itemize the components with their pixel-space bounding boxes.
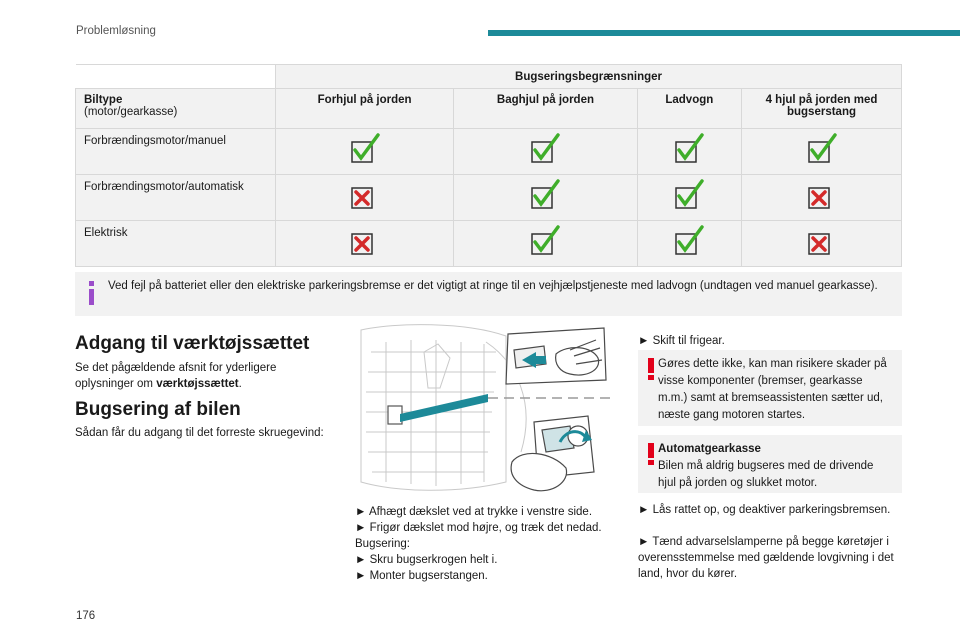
header-accent-bar bbox=[488, 30, 960, 36]
biltype-header bbox=[76, 89, 276, 129]
check-icon bbox=[672, 133, 706, 167]
check-icon bbox=[528, 133, 562, 167]
table-row bbox=[76, 175, 902, 221]
check-icon bbox=[528, 225, 562, 259]
toolkit-period: . bbox=[238, 378, 242, 390]
towing-table bbox=[75, 64, 902, 267]
biltype-subtitle: (motor/gearkasse) bbox=[84, 106, 178, 118]
table-group-header: Bugseringsbegrænsninger bbox=[276, 65, 902, 89]
check-icon bbox=[805, 133, 839, 167]
row-label: Elektrisk bbox=[76, 221, 276, 267]
step-hazard-lights: ► Tænd advarselslamperne på begge køretøjer i overensstemmelse med gældende lovgivning i det land, hvor du kører. bbox=[638, 536, 894, 580]
table-cell bbox=[454, 129, 637, 175]
table-row bbox=[76, 129, 902, 175]
table-cell bbox=[454, 175, 637, 221]
warning-title-2: Automatgearkasse bbox=[658, 443, 761, 455]
step-item: ► Skru bugserkrogen helt i. bbox=[355, 554, 498, 566]
row-label: Forbrændingsmotor/automatisk bbox=[76, 175, 276, 221]
info-note bbox=[75, 272, 902, 316]
table-cell bbox=[742, 129, 902, 175]
warning-box-2 bbox=[638, 435, 902, 493]
section-title: Problemløsning bbox=[76, 25, 156, 37]
cross-icon bbox=[348, 225, 382, 259]
step-item: ► Afhægt dækslet ved at trykke i venstre side. bbox=[355, 506, 593, 518]
warning-text-2: Bilen må aldrig bugseres med de drivende hjul på jorden og slukket motor. bbox=[658, 460, 874, 489]
toolkit-link-text: værktøjssættet bbox=[156, 378, 239, 390]
table-cell bbox=[276, 129, 454, 175]
step-steering: ► Lås rattet op, og deaktiver parkeringsbremsen. bbox=[638, 504, 891, 516]
column-header: Baghjul på jorden bbox=[454, 89, 637, 129]
check-icon bbox=[528, 179, 562, 213]
cross-icon bbox=[348, 179, 382, 213]
cross-icon bbox=[805, 225, 839, 259]
step-item: ► Frigør dækslet mod højre, og træk det nedad. bbox=[355, 522, 602, 534]
cross-icon bbox=[805, 179, 839, 213]
toolkit-paragraph bbox=[75, 360, 337, 392]
table-cell bbox=[276, 221, 454, 267]
heading-toolkit: Adgang til værktøjssættet bbox=[75, 333, 310, 354]
step-item: ► Monter bugserstangen. bbox=[355, 570, 488, 582]
page-number: 176 bbox=[76, 610, 96, 622]
steps-list bbox=[355, 504, 630, 584]
toolkit-text: Se det pågældende afsnit for yderligere oplysninger om bbox=[75, 362, 277, 390]
warning-box-1 bbox=[638, 350, 902, 426]
info-text: Ved fejl på batteriet eller den elektriske parkeringsbremse er det vigtigt at ringe til en vejhjælpstjeneste med ladvogn (undtagen ved manuel gearkasse). bbox=[108, 280, 878, 292]
check-icon bbox=[672, 225, 706, 259]
towing-paragraph: Sådan får du adgang til det forreste skruegevind: bbox=[75, 427, 324, 439]
table-cell bbox=[637, 175, 741, 221]
check-icon bbox=[672, 179, 706, 213]
column-header: Ladvogn bbox=[637, 89, 741, 129]
warning-icon bbox=[648, 443, 654, 465]
step-neutral: ► Skift til frigear. bbox=[638, 335, 725, 347]
biltype-title: Biltype bbox=[84, 94, 123, 106]
warning-text-1: Gøres dette ikke, kan man risikere skader på visse komponenter (bremser, gearkasse m.m.) samt at bremseassistenten sætter ud, næste gang motoren startes. bbox=[658, 358, 887, 421]
table-corner bbox=[76, 65, 276, 89]
column-header: Forhjul på jorden bbox=[276, 89, 454, 129]
info-icon bbox=[87, 281, 97, 305]
towing-cover-illustration bbox=[356, 322, 620, 496]
warning-icon bbox=[648, 358, 654, 380]
table-cell bbox=[742, 175, 902, 221]
table-cell bbox=[637, 129, 741, 175]
row-label: Forbrændingsmotor/manuel bbox=[76, 129, 276, 175]
table-cell bbox=[637, 221, 741, 267]
column-header: 4 hjul på jorden med bugserstang bbox=[742, 89, 902, 129]
table-cell bbox=[276, 175, 454, 221]
heading-towing: Bugsering af bilen bbox=[75, 399, 241, 420]
table-cell bbox=[742, 221, 902, 267]
check-icon bbox=[348, 133, 382, 167]
step-item: Bugsering: bbox=[355, 538, 410, 550]
table-cell bbox=[454, 221, 637, 267]
table-row bbox=[76, 221, 902, 267]
